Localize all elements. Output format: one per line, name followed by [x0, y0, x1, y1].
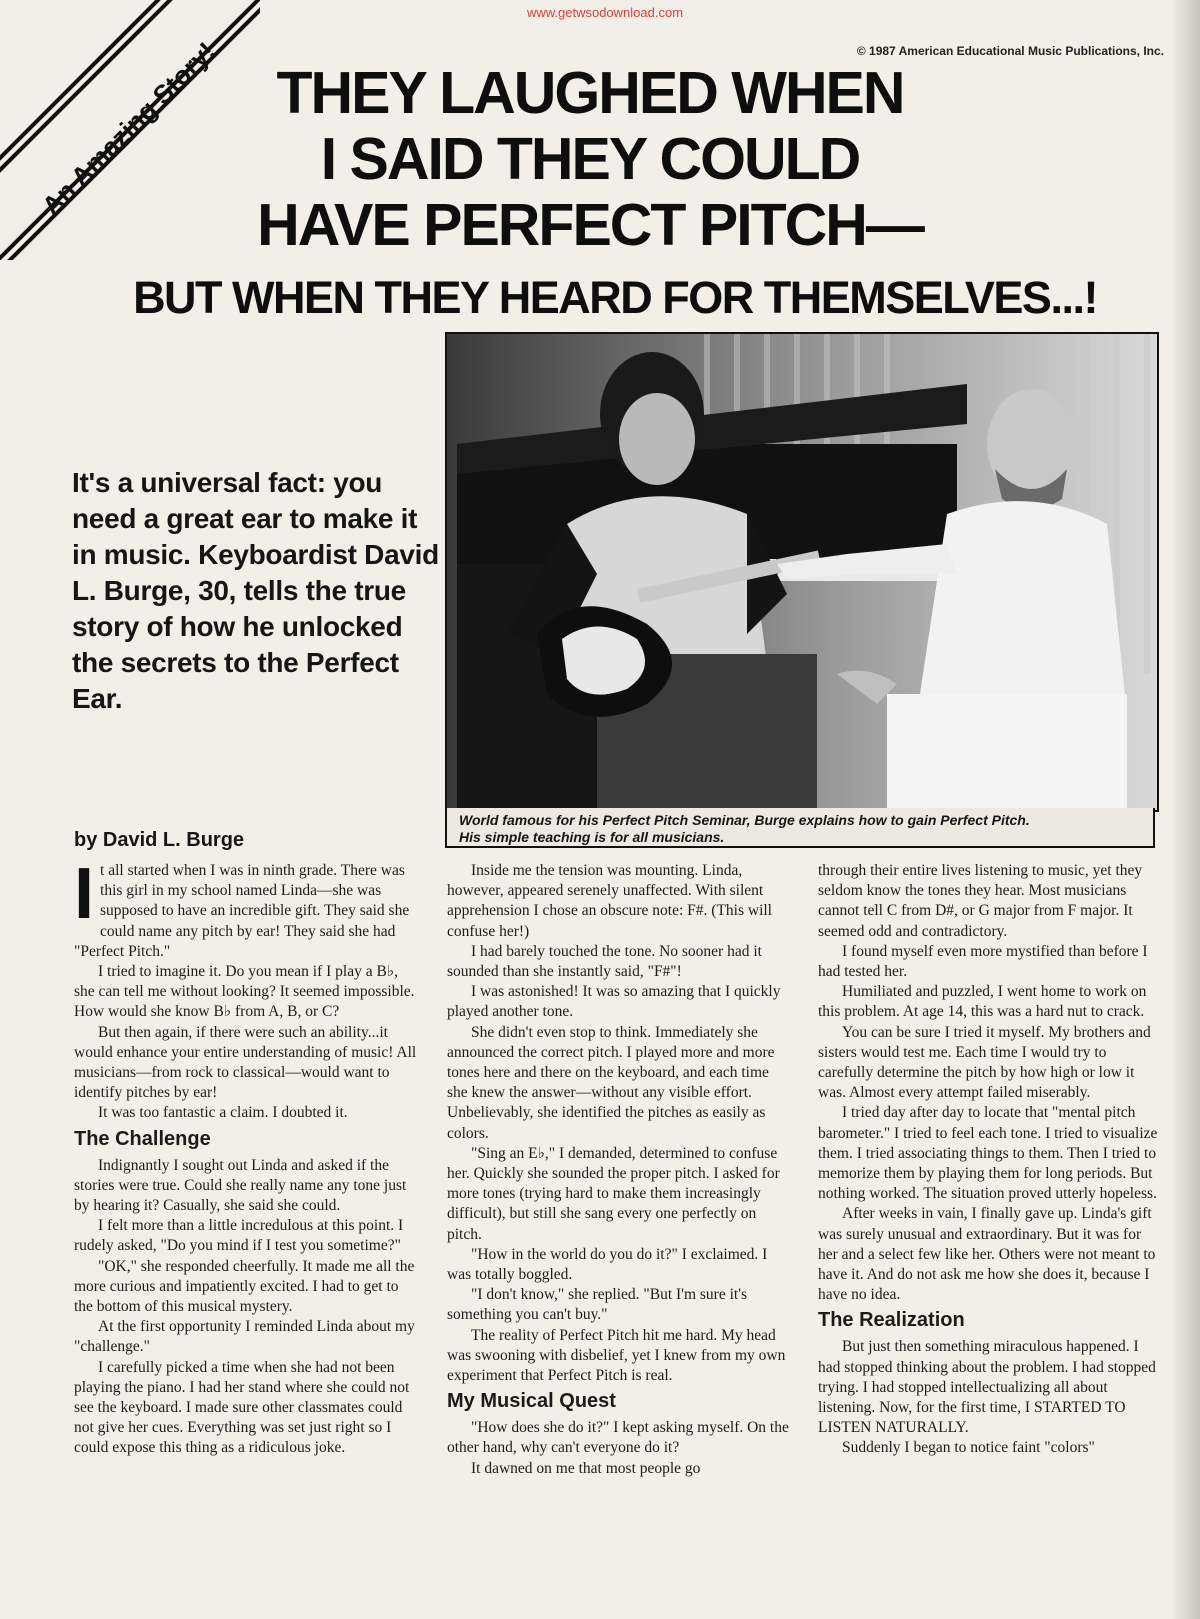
paragraph: Humiliated and puzzled, I went home to work on this problem. At age 14, this was a hard nut to crack.	[818, 983, 1147, 1021]
drop-cap: I	[74, 854, 95, 934]
caption-line-2: His simple teaching is for all musicians.	[459, 829, 725, 845]
headline-line-2: I SAID THEY COULD	[320, 126, 860, 192]
paragraph: At the first opportunity I reminded Linda about my "challenge."	[74, 1318, 415, 1356]
paragraph: I carefully picked a time when she had not been playing the piano. I had her stand where she could not see the keyboard. I made sure other classmates could not give her cues. Everything was set just right so I could expose this thing as a ridiculous joke.	[74, 1358, 410, 1457]
paragraph: "How does she do it?" I kept asking myself. On the other hand, why can't everyone do it?	[447, 1419, 789, 1457]
byline: by David L. Burge	[74, 829, 245, 851]
headline-line-3: HAVE PERFECT PITCH—	[257, 192, 923, 258]
article-photo	[445, 332, 1159, 812]
photo-illustration	[447, 334, 1157, 810]
paragraph: "Sing an E♭," I demanded, determined to confuse her. Quickly she sounded the proper pitch. I asked for more tones (trying hard to make them increasingly difficult), but still she sang every one perfectly on pitch.	[447, 1144, 780, 1243]
paragraph: I found myself even more mystified than before I had tested her.	[818, 942, 1148, 981]
paragraph: I was astonished! It was so amazing that I quickly played another tone.	[447, 983, 781, 1021]
paragraph: t all started when I was in ninth grade. There was this girl in my school named Linda—she was supposed to have an incredible gift. They said she could name any pitch by ear! They said she had "Perfect Pitch."	[74, 862, 410, 960]
caption-line-1: World famous for his Perfect Pitch Seminar, Burge explains how to gain Perfect Pitch.	[459, 812, 1030, 828]
watermark-text: www.getwsodownload.com	[526, 5, 684, 20]
page-edge-shadow	[1170, 0, 1200, 1619]
paragraph: The reality of Perfect Pitch hit me hard. My head was swooning with disbelief, yet I knew from my own experiment that Perfect Pitch is real.	[447, 1326, 786, 1385]
paragraph: But just then something miraculous happened. I had stopped thinking about the problem. I had stopped trying. I had stopped intellectualizing all about listening. Now, for the first time, I STARTED TO LISTEN NATURALLY.	[818, 1338, 1156, 1437]
paragraph: After weeks in vain, I finally gave up. Linda's gift was surely unusual and extraordinary. But it was for her and a select few like her. Others were not meant to have it. And do not ask me how she does it, because I have no idea.	[818, 1205, 1156, 1304]
paragraph: "OK," she responded cheerfully. It made me all the more curious and impatiently excited. I had to get to the bottom of this musical mystery.	[74, 1257, 415, 1316]
paragraph: "How in the world do you do it?" I exclaimed. I was totally boggled.	[447, 1245, 768, 1284]
paragraph: She didn't even stop to think. Immediately she announced the correct pitch. I played more and more tones here and there on the keyboard, and each time she knew the answer—without any visible effort. Unbelievably, she identified the pitches as easily as colors.	[447, 1023, 775, 1142]
copyright-notice: © 1987 American Educational Music Publications, Inc.	[856, 44, 1164, 58]
paragraph: It dawned on me that most people go	[471, 1459, 701, 1477]
section-heading-realization: The Realization	[818, 1309, 965, 1332]
section-heading-challenge: The Challenge	[74, 1127, 211, 1150]
paragraph: through their entire lives listening to music, yet they seldom know the tones they hear. Most musicians cannot tell C from D#, or G major from F major. It seemed odd and contradictory.	[818, 862, 1143, 940]
paragraph: But then again, if there were such an ability...it would enhance your entire understanding of music! All musicians—from rock to classical—would want to identify pitches by ear!	[74, 1023, 417, 1102]
paragraph: Suddenly I began to notice faint "colors"	[842, 1439, 1095, 1457]
section-heading-quest: My Musical Quest	[447, 1390, 616, 1413]
article-column-2	[447, 861, 792, 1479]
paragraph: "I don't know," she replied. "But I'm sure it's something you can't buy."	[447, 1286, 748, 1324]
headline-line-1: THEY LAUGHED WHEN	[276, 60, 904, 126]
paragraph: I had barely touched the tone. No sooner had it sounded than she instantly said, "F#"!	[447, 942, 762, 981]
photo-caption	[445, 808, 1155, 848]
paragraph: Indignantly I sought out Linda and asked if the stories were true. Could she really name any tone just by hearing it? Casually, she said she could.	[74, 1156, 407, 1215]
article-column-1	[74, 854, 420, 1459]
paragraph: I felt more than a little incredulous at this point. I rudely asked, "Do you mind if I test you sometime?"	[74, 1217, 404, 1255]
subheadline: BUT WHEN THEY HEARD FOR THEMSELVES...!	[133, 272, 1097, 323]
article-column-3	[818, 861, 1158, 1459]
paragraph: You can be sure I tried it myself. My brothers and sisters would test me. Each time I would try to carefully determine the pitch by how high or low it was. Almost every attempt failed miserably.	[818, 1023, 1151, 1102]
headline	[180, 60, 1000, 258]
banner-text: An Amazing Story!	[36, 36, 221, 221]
paragraph: I tried day after day to locate that "mental pitch barometer." I tried to feel each tone. I tried to visualize them. I tried associating things to them. Then I tried to memorize them by playing them for long periods. But nothing worked. The situation proved utterly hopeless.	[818, 1104, 1158, 1203]
paragraph: Inside me the tension was mounting. Linda, however, appeared serenely unaffected. With silent apprehension I chose an obscure note: F#. (This will confuse her!)	[447, 862, 772, 940]
paragraph: I tried to imagine it. Do you mean if I play a B♭, she can tell me without looking? It seemed impossible. How would she know B♭ from A, B, or C?	[74, 963, 415, 1021]
paragraph: It was too fantastic a claim. I doubted it.	[98, 1104, 348, 1122]
intro-blurb: It's a universal fact: you need a great ear to make it in music. Keyboardist David L. Burge, 30, tells the true story of how he unlocked the secrets to the Perfect Ear.	[72, 467, 439, 714]
